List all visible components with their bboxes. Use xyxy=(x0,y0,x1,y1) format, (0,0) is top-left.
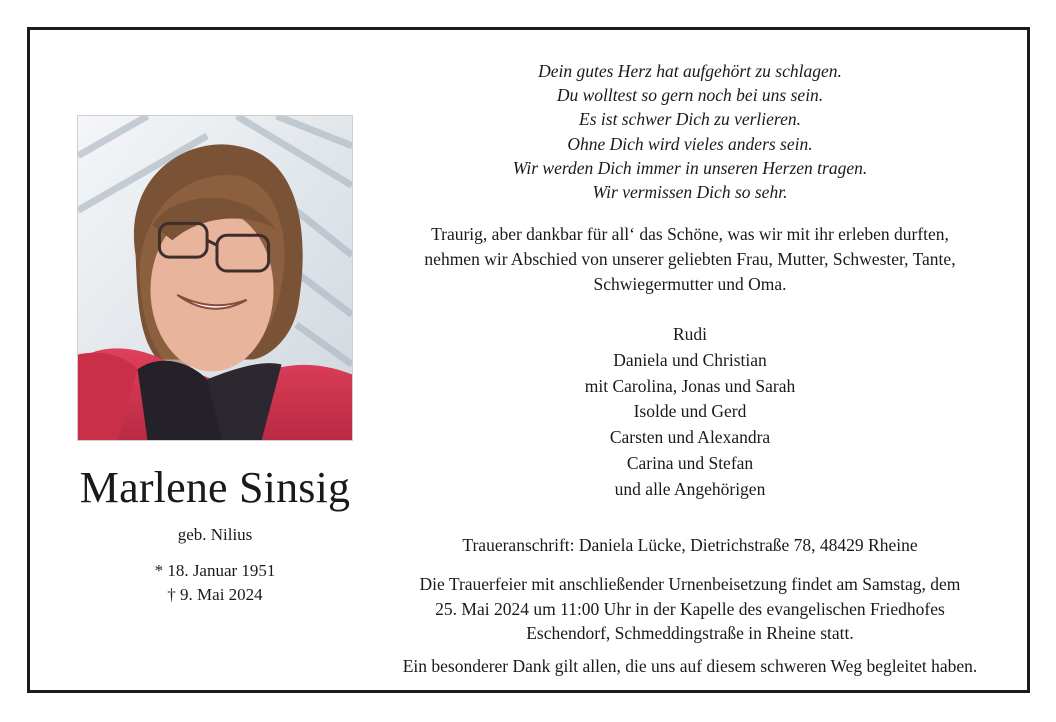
family-member: mit Carolina, Jonas und Sarah xyxy=(584,375,796,396)
family-member: Rudi xyxy=(672,324,708,344)
family-member: Carina und Stefan xyxy=(626,452,754,473)
poem-line: Dein gutes Herz hat aufgehört zu schlagen. xyxy=(538,61,842,81)
birth-date: * 18. Januar 1951 xyxy=(154,561,276,580)
thanks-note xyxy=(370,654,1010,678)
ceremony-info xyxy=(370,572,1010,646)
poem-line: Wir vermissen Dich so sehr. xyxy=(592,182,788,203)
deceased-name: Marlene Sinsig xyxy=(79,463,351,512)
family-member: und alle Angehörigen xyxy=(614,478,766,499)
ceremony-line: Die Trauerfeier mit anschließender Urnenbeisetzung findet am Samstag, dem xyxy=(419,574,961,594)
ceremony-line: 25. Mai 2024 um 11:00 Uhr in der Kapelle des evangelischen Friedhofes xyxy=(435,598,945,619)
address-line: Traueranschrift: Daniela Lücke, Dietrichstraße 78, 48429 Rheine xyxy=(462,535,918,555)
farewell-line: Traurig, aber dankbar für all‘ das Schöne, was wir mit ihr erleben durften, xyxy=(431,224,949,244)
poem-line: Es ist schwer Dich zu verlieren. xyxy=(579,109,801,130)
family-member: Carsten und Alexandra xyxy=(609,427,771,448)
family-member: Daniela und Christian xyxy=(613,349,767,370)
thanks-line: Ein besonderer Dank gilt allen, die uns auf diesem schweren Weg begleitet haben. xyxy=(402,656,978,676)
poem-line: Du wolltest so gern noch bei uns sein. xyxy=(556,85,824,106)
poem xyxy=(370,59,1010,204)
poem-line: Wir werden Dich immer in unseren Herzen tragen. xyxy=(512,157,868,178)
birth-name: geb. Nilius xyxy=(177,525,253,544)
family-member: Isolde und Gerd xyxy=(633,401,747,422)
farewell-text xyxy=(370,222,1010,297)
portrait-photo xyxy=(77,115,353,441)
poem-line: Ohne Dich wird vieles anders sein. xyxy=(567,133,813,154)
family-list xyxy=(370,322,1010,503)
mourning-address xyxy=(370,533,1010,557)
farewell-line: Schwiegermutter und Oma. xyxy=(593,274,787,294)
ceremony-line: Eschendorf, Schmeddingstraße in Rheine statt. xyxy=(526,623,854,643)
death-date: † 9. Mai 2024 xyxy=(167,585,263,604)
farewell-line: nehmen wir Abschied von unserer geliebten Frau, Mutter, Schwester, Tante, xyxy=(424,249,956,269)
